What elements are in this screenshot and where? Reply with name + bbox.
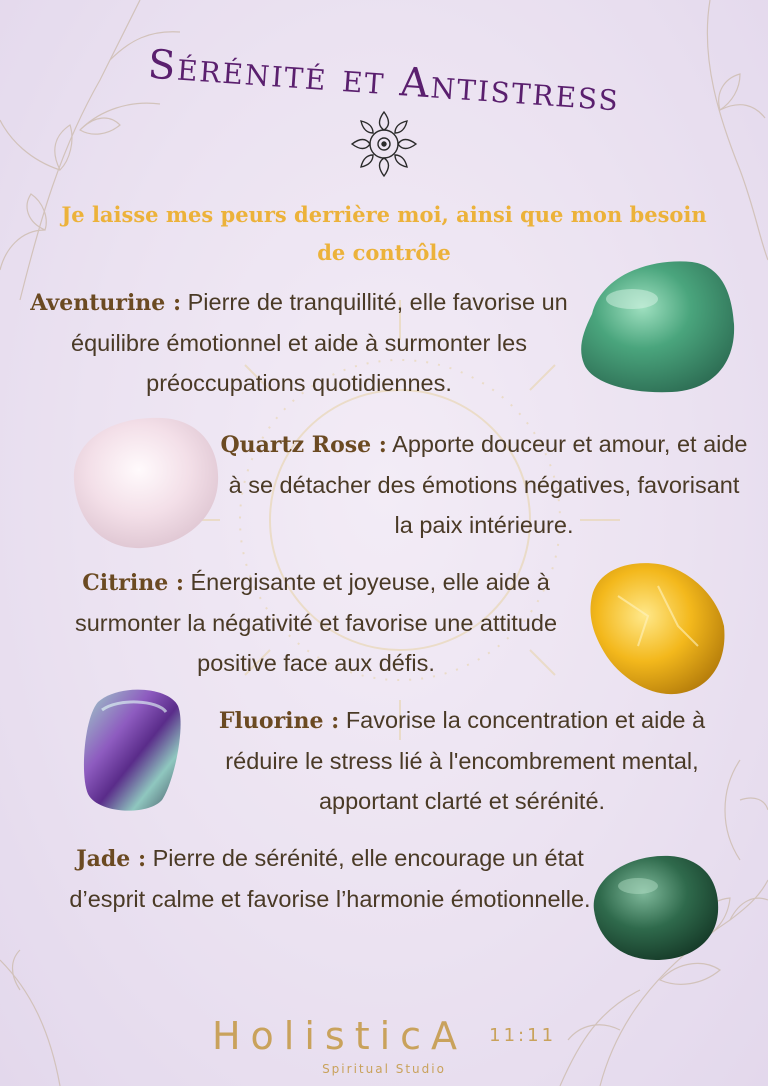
stone-text: Pierre de sérénité, elle encourage un état d’esprit calme et favorise l’harmonie émotionnelle. (69, 845, 591, 912)
rose-quartz-stone-image (62, 410, 224, 552)
stone-name: Citrine : (82, 570, 184, 596)
brand-name: HolisticA (211, 1014, 468, 1058)
stone-name: Jade : (76, 846, 147, 872)
stone-text: Favorise la concentration et aide à réduire le stress lié à l'encombrement mental, apportant clarté et sérénité. (225, 707, 706, 814)
stone-text: Pierre de tranquillité, elle favorise un équilibre émotionnel et aide à surmonter les préoccupations quotidiennes. (71, 289, 568, 396)
stone-description-citrine (56, 562, 576, 683)
fluorite-stone-image (78, 682, 184, 814)
citrine-stone-image (578, 556, 728, 698)
stone-name: Aventurine : (30, 290, 182, 316)
mandala-icon (348, 108, 420, 180)
stone-description-jade (60, 838, 600, 919)
brand-logo (0, 1014, 768, 1058)
jade-stone-image (586, 850, 722, 962)
stone-description-fluorine (196, 700, 728, 821)
stone-text: Apporte douceur et amour, et aide à se détacher des émotions négatives, favorisant la paix intérieure. (228, 431, 748, 538)
brand-number: 11:11 (489, 1025, 557, 1046)
stone-name: Fluorine : (218, 708, 340, 734)
page-title: Sérénité et Antistress (146, 41, 622, 121)
stone-description-aventurine (24, 282, 574, 403)
stone-text: Énergisante et joyeuse, elle aide à surmonter la négativité et favorise une attitude positive face aux défis. (74, 569, 558, 676)
stone-description-rose-quartz (220, 424, 748, 545)
page-subtitle: Je laisse mes peurs derrière moi, ainsi que mon besoin de contrôle (61, 202, 707, 265)
stone-name: Quartz Rose : (220, 432, 387, 458)
brand-tagline: Spiritual Studio (322, 1062, 446, 1076)
aventurine-stone-image (572, 254, 738, 396)
